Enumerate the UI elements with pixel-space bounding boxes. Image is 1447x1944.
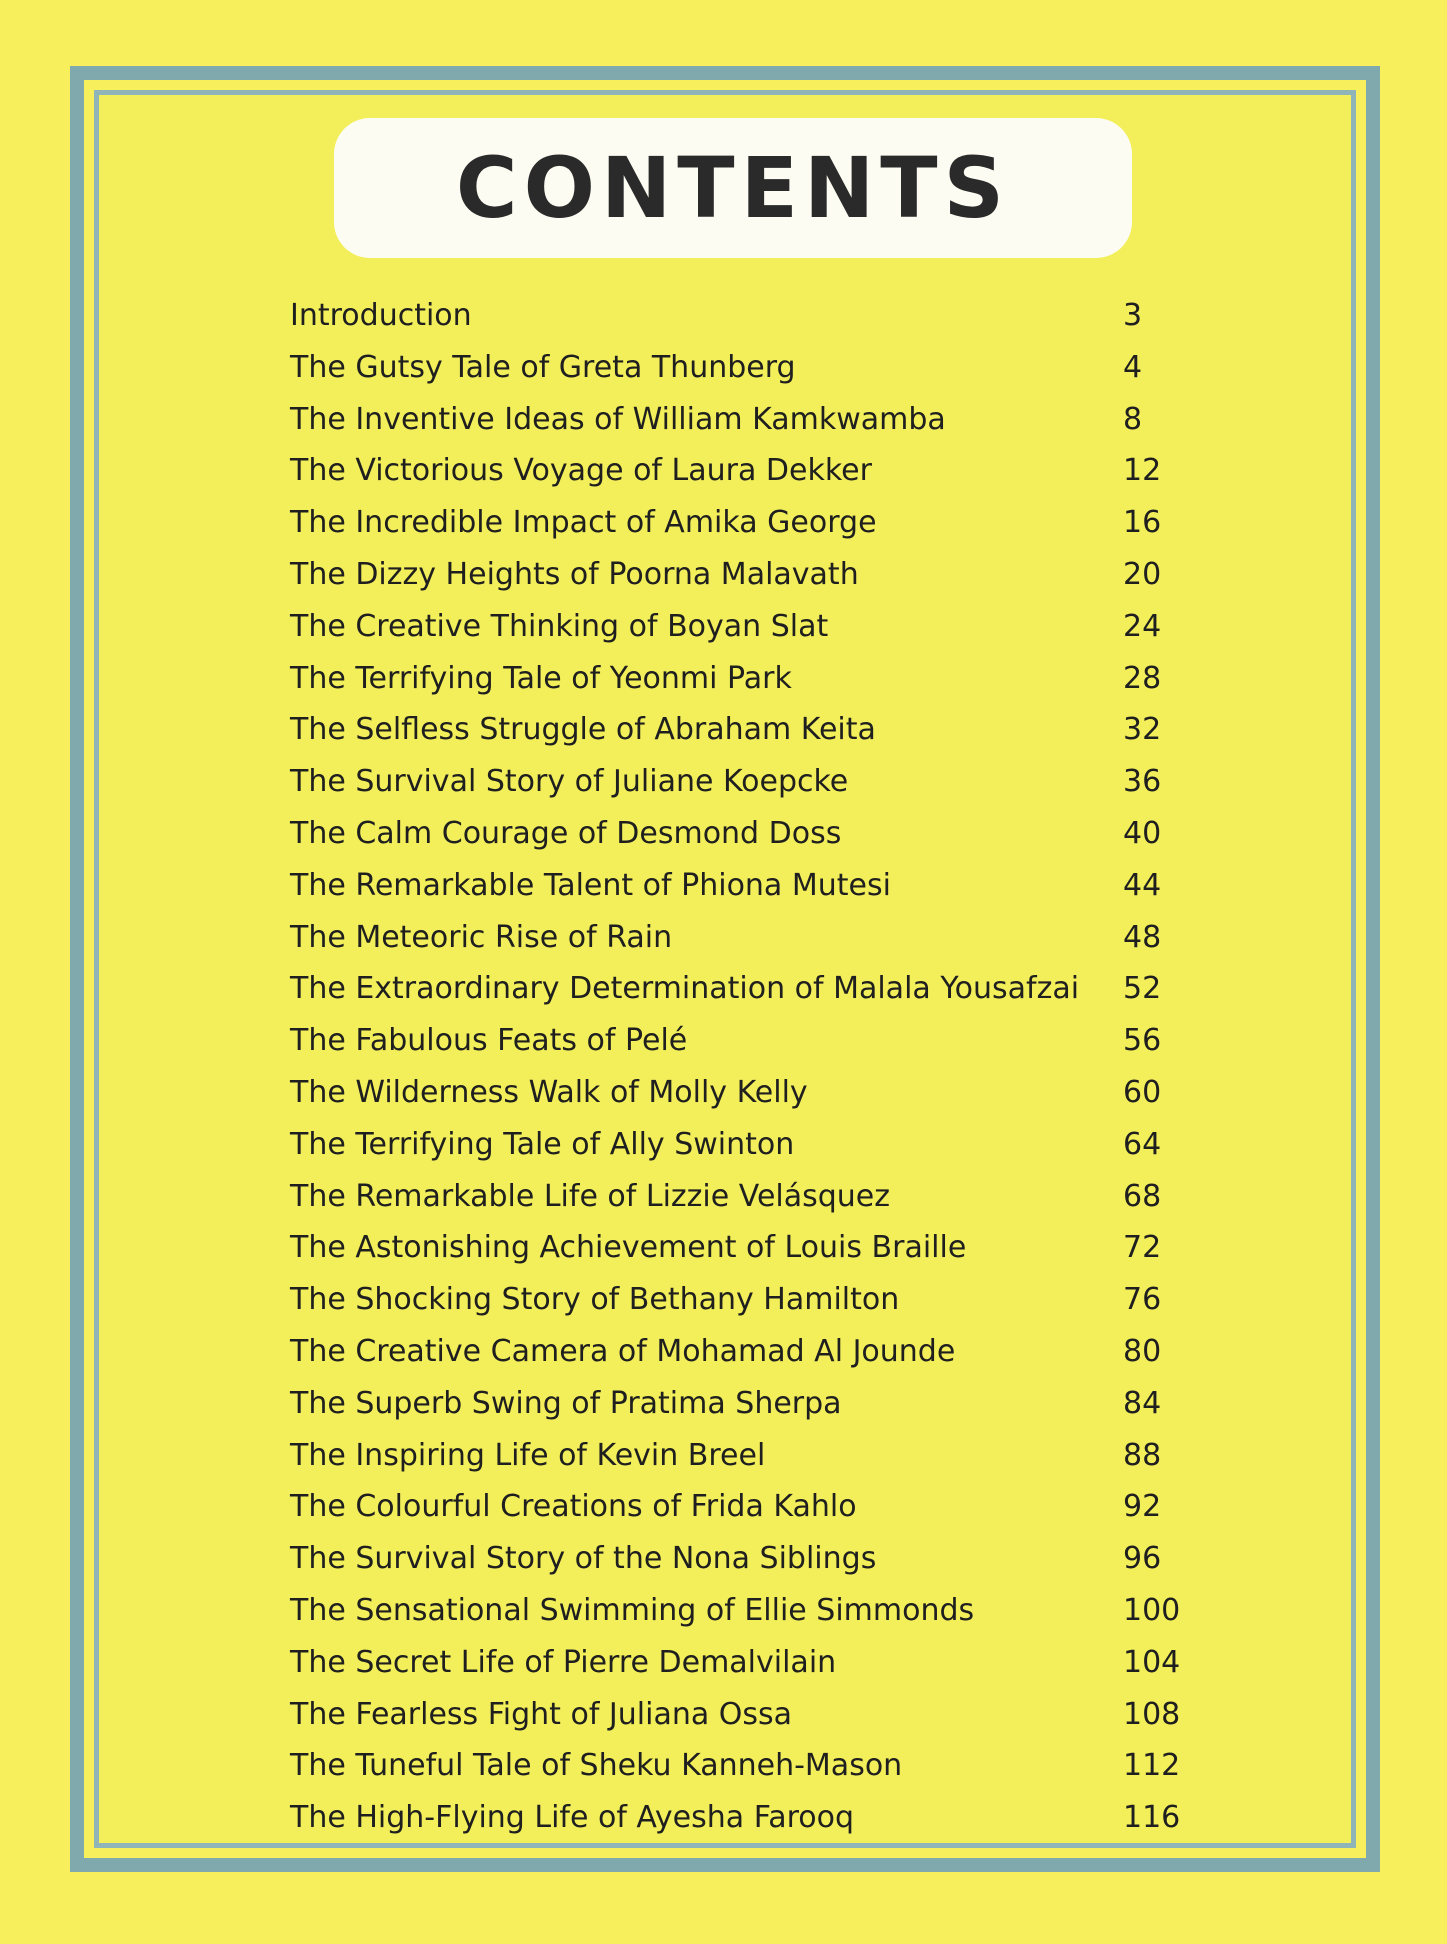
toc-entry-title: The Remarkable Talent of Phiona Mutesi (290, 867, 891, 903)
toc-entry-title: The Fabulous Feats of Pelé (290, 1023, 688, 1059)
toc-entry-title: The High-Flying Life of Ayesha Farooq (290, 1800, 855, 1836)
toc-entry (290, 963, 1170, 1015)
table-of-contents (290, 290, 1181, 1844)
toc-entry-page-number: 44 (1123, 867, 1162, 903)
toc-entry-title: The Creative Camera of Mohamad Al Jounde (290, 1333, 956, 1369)
toc-entry (290, 342, 1170, 394)
toc-entry-title: The Victorious Voyage of Laura Dekker (290, 453, 872, 489)
toc-entry-page-number: 4 (1123, 349, 1143, 385)
toc-entry (290, 497, 1170, 549)
toc-entry (290, 1740, 1181, 1792)
page-title: CONTENTS (455, 139, 1011, 237)
toc-entry (290, 860, 1170, 912)
toc-entry-page-number: 20 (1123, 556, 1162, 592)
toc-entry-title: The Meteoric Rise of Rain (290, 919, 673, 955)
toc-entry-title: The Selfless Struggle of Abraham Keita (290, 712, 876, 748)
toc-entry (290, 1637, 1181, 1689)
toc-entry (290, 653, 1170, 705)
toc-entry-page-number: 52 (1123, 971, 1162, 1007)
toc-entry-title: Introduction (290, 298, 472, 333)
toc-entry-title: The Survival Story of the Nona Siblings (290, 1541, 877, 1577)
toc-entry (290, 1326, 1170, 1378)
toc-entry (290, 290, 1170, 342)
toc-entry (290, 756, 1170, 808)
toc-entry-page-number: 28 (1123, 660, 1162, 696)
toc-entry-page-number: 12 (1123, 453, 1162, 489)
toc-entry (290, 1533, 1170, 1585)
toc-entry-title: The Extraordinary Determination of Malala Yousafzai (290, 971, 1080, 1007)
toc-entry-page-number: 72 (1123, 1230, 1162, 1266)
toc-entry-page-number: 84 (1123, 1385, 1162, 1421)
toc-entry-title: The Shocking Story of Bethany Hamilton (290, 1282, 900, 1318)
toc-entry-title: The Superb Swing of Pratima Sherpa (290, 1385, 842, 1421)
toc-entry (290, 1689, 1181, 1741)
toc-entry-title: The Gutsy Tale of Greta Thunberg (290, 349, 796, 385)
toc-entry-page-number: 32 (1123, 712, 1162, 748)
toc-entry (290, 912, 1170, 964)
toc-entry-page-number: 116 (1123, 1800, 1181, 1836)
toc-entry-page-number: 100 (1123, 1592, 1181, 1628)
toc-entry (290, 1430, 1170, 1482)
toc-entry (290, 1585, 1181, 1637)
toc-entry (290, 808, 1170, 860)
toc-entry (290, 1378, 1170, 1430)
toc-entry-page-number: 80 (1123, 1333, 1162, 1369)
toc-entry-page-number: 40 (1123, 815, 1162, 851)
toc-entry (290, 394, 1170, 446)
toc-entry-page-number: 104 (1123, 1644, 1181, 1680)
toc-entry-page-number: 3 (1123, 298, 1143, 333)
toc-entry-title: The Astonishing Achievement of Louis Braille (290, 1230, 967, 1266)
toc-entry-page-number: 48 (1123, 919, 1162, 955)
toc-entry-title: The Tuneful Tale of Sheku Kanneh-Mason (290, 1748, 903, 1784)
toc-entry-page-number: 76 (1123, 1282, 1162, 1318)
toc-entry-page-number: 56 (1123, 1023, 1162, 1059)
toc-entry-title: The Inspiring Life of Kevin Breel (290, 1437, 766, 1473)
toc-entry-title: The Calm Courage of Desmond Doss (290, 815, 842, 851)
toc-entry (290, 1222, 1170, 1274)
toc-entry (290, 1171, 1170, 1223)
toc-entry-page-number: 60 (1123, 1074, 1162, 1110)
toc-entry-page-number: 16 (1123, 505, 1162, 541)
toc-entry-title: The Fearless Fight of Juliana Ossa (290, 1696, 793, 1732)
toc-entry (290, 1119, 1170, 1171)
toc-entry (290, 445, 1170, 497)
toc-entry (290, 1015, 1170, 1067)
toc-entry-page-number: 92 (1123, 1489, 1162, 1525)
toc-entry-title: The Colourful Creations of Frida Kahlo (290, 1489, 857, 1525)
toc-entry-page-number: 68 (1123, 1178, 1162, 1214)
toc-entry-title: The Wilderness Walk of Molly Kelly (290, 1074, 808, 1110)
toc-entry-page-number: 96 (1123, 1541, 1162, 1577)
toc-entry-title: The Terrifying Tale of Yeonmi Park (290, 660, 792, 696)
toc-entry-page-number: 112 (1123, 1748, 1181, 1784)
toc-entry (290, 1481, 1170, 1533)
toc-entry (290, 704, 1170, 756)
toc-entry-page-number: 64 (1123, 1126, 1162, 1162)
toc-entry-title: The Incredible Impact of Amika George (290, 505, 877, 541)
toc-entry-title: The Dizzy Heights of Poorna Malavath (290, 556, 859, 592)
toc-entry-title: The Sensational Swimming of Ellie Simmonds (290, 1592, 975, 1628)
toc-entry-page-number: 88 (1123, 1437, 1162, 1473)
toc-entry-page-number: 36 (1123, 764, 1162, 800)
toc-entry-title: The Secret Life of Pierre Demalvilain (290, 1644, 837, 1680)
toc-entry-page-number: 108 (1123, 1696, 1181, 1732)
toc-entry-title: The Remarkable Life of Lizzie Velásquez (290, 1178, 891, 1214)
toc-entry (290, 1274, 1170, 1326)
toc-entry-page-number: 24 (1123, 608, 1162, 644)
toc-entry-title: The Creative Thinking of Boyan Slat (290, 608, 829, 644)
toc-entry-page-number: 8 (1123, 401, 1143, 437)
toc-entry (290, 1792, 1181, 1844)
toc-entry-title: The Inventive Ideas of William Kamkwamba (290, 401, 946, 437)
toc-entry-title: The Terrifying Tale of Ally Swinton (290, 1126, 795, 1162)
toc-entry (290, 1067, 1170, 1119)
toc-entry (290, 549, 1170, 601)
toc-entry-title: The Survival Story of Juliane Koepcke (290, 764, 849, 800)
toc-entry (290, 601, 1170, 653)
title-banner (334, 118, 1132, 258)
